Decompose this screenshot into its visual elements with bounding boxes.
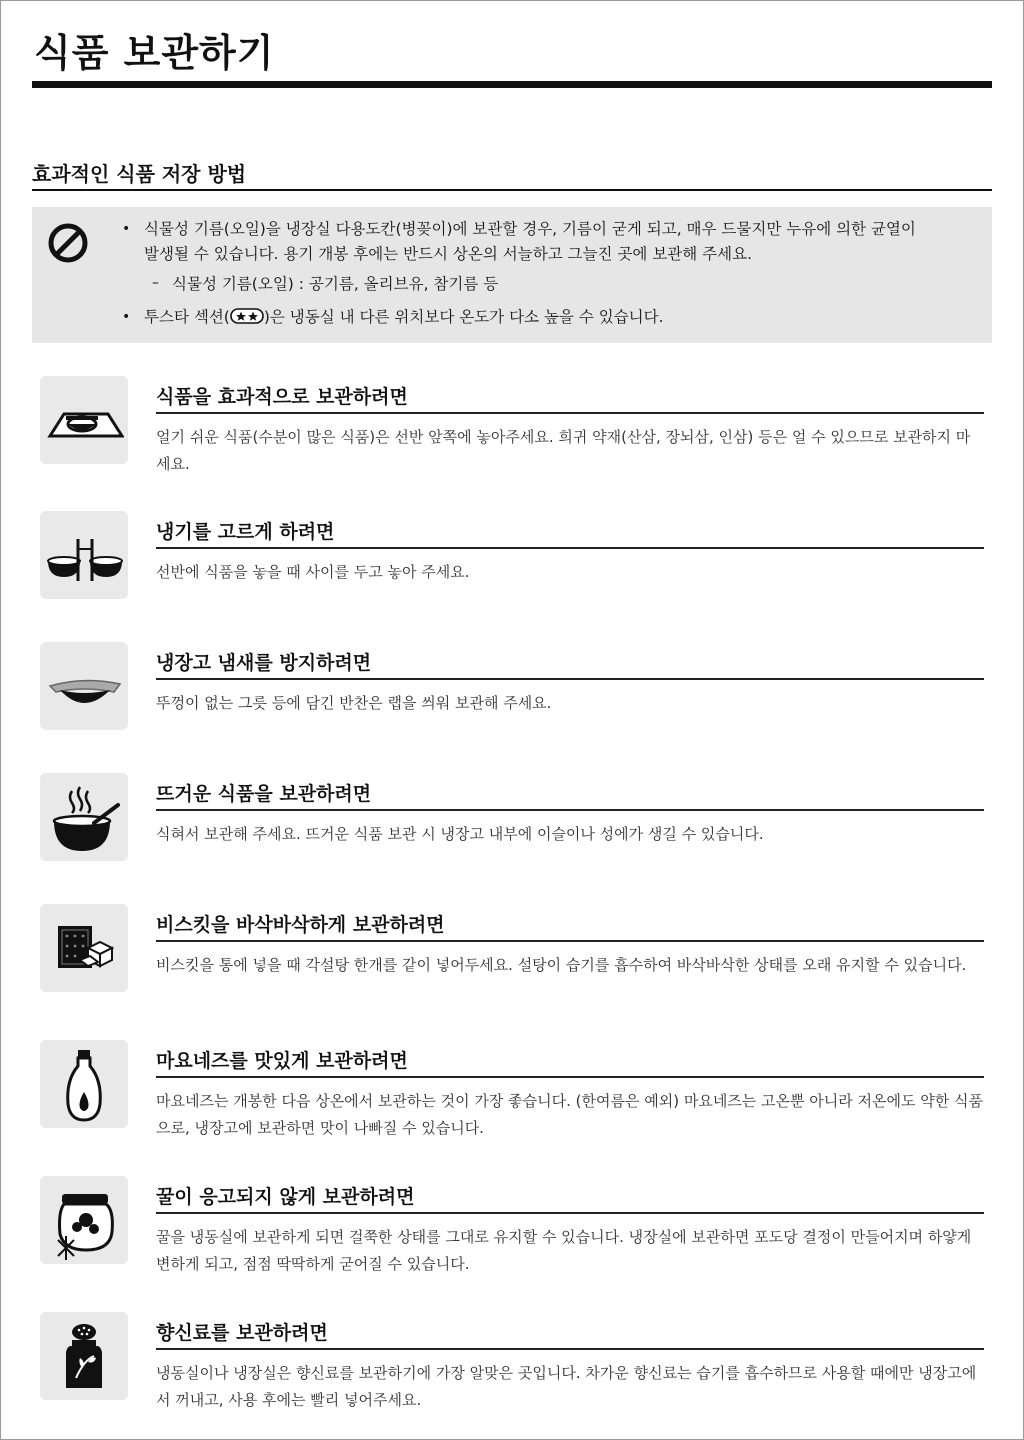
tip-rule (156, 1212, 984, 1214)
warning-line-3 (144, 307, 664, 327)
biscuit-sugar-icon (44, 908, 124, 988)
tip-title: 향신료를 보관하려면 (156, 1322, 328, 1344)
tip-body: 뚜껑이 없는 그릇 등에 담긴 반찬은 랩을 씌워 보관해 주세요. (156, 694, 552, 712)
tip-icon-box (40, 1312, 128, 1400)
tip-item (0, 1312, 1024, 1432)
tip-body: 비스킷을 통에 넣을 때 각설탕 한개를 같이 넣어두세요. 설탕이 습기를 흡수하여 바삭바삭한 상태를 오래 유지할 수 있습니다. (156, 956, 967, 974)
tip-item (0, 1040, 1024, 1160)
tip-rule (156, 412, 984, 414)
tip-icon-box (40, 376, 128, 464)
tip-title: 뜨거운 식품을 보관하려면 (156, 783, 372, 805)
tip-body: 마요네즈는 개봉한 다음 상온에서 보관하는 것이 가장 좋습니다. (한여름은 예외) 마요네즈는 고온뿐 아니라 저온에도 약한 식품으로, 냉장고에 보관하면 맛이 나빠질 수 있습니다. (156, 1092, 983, 1137)
warning-line-3-end: )은 냉동실 내 다른 위치보다 온도가 다소 높을 수 있습니다. (263, 308, 664, 326)
tip-title: 마요네즈를 맛있게 보관하려면 (156, 1050, 408, 1072)
tip-rule (156, 940, 984, 942)
tip-rule (156, 1076, 984, 1078)
tip-title: 냉장고 냄새를 방지하려면 (156, 652, 372, 674)
tip-title: 꿀이 응고되지 않게 보관하려면 (156, 1186, 415, 1208)
page-title: 식품 보관하기 (34, 31, 275, 75)
tip-body: 식혀서 보관해 주세요. 뜨거운 식품 보관 시 냉장고 내부에 이슬이나 성에가 생길 수 있습니다. (156, 825, 764, 843)
tip-rule (156, 678, 984, 680)
bullet-marker: • (122, 221, 131, 237)
tip-item (0, 511, 1024, 631)
warning-line-2: 발생될 수 있습니다. 용기 개봉 후에는 반드시 상온의 서늘하고 그늘진 곳에 보관해 주세요. (144, 245, 753, 263)
tip-rule (156, 1348, 984, 1350)
tip-body: 꿀을 냉동실에 보관하게 되면 걸쭉한 상태를 그대로 유지할 수 있습니다. 냉장실에 보관하면 포도당 결정이 만들어지며 하얗게 변하게 되고, 점점 딱딱하게 굳어질 수 있습니다. (156, 1228, 972, 1273)
tip-rule (156, 547, 984, 549)
bullet-marker: • (122, 309, 131, 325)
warning-box (32, 207, 992, 343)
tip-item (0, 773, 1024, 893)
tip-title: 냉기를 고르게 하려면 (156, 521, 335, 543)
tip-icon-box (40, 904, 128, 992)
shelf-front-food-icon (44, 380, 124, 460)
tip-item (0, 376, 1024, 496)
tip-item (0, 904, 1024, 1024)
tip-icon-box (40, 773, 128, 861)
tip-icon-box (40, 511, 128, 599)
tip-body: 얼기 쉬운 식품(수분이 많은 식품)은 선반 앞쪽에 놓아주세요. 희귀 약재(산삼, 장뇌삼, 인삼) 등은 얼 수 있으므로 보관하지 마세요. (156, 428, 971, 473)
tip-icon-box (40, 1040, 128, 1128)
warning-subitem: 식물성 기름(오일) : 공기름, 올리브유, 참기름 등 (172, 275, 499, 293)
dash-marker: – (152, 275, 159, 291)
honey-jar-icon (44, 1180, 124, 1260)
tip-rule (156, 809, 984, 811)
section-rule (32, 189, 992, 191)
tip-item (0, 642, 1024, 762)
tip-item (0, 1176, 1024, 1296)
tip-title: 비스킷을 바삭바삭하게 보관하려면 (156, 914, 445, 936)
prohibition-icon (46, 221, 90, 265)
mayonnaise-bottle-icon (44, 1044, 124, 1124)
section-heading: 효과적인 식품 저장 방법 (32, 162, 247, 186)
hot-food-bowl-icon (44, 777, 124, 857)
warning-line-1: 식물성 기름(오일)을 냉장실 다용도칸(병꽂이)에 보관할 경우, 기름이 굳게 되고, 매우 드물지만 누유에 의한 균열이 (144, 220, 916, 238)
tip-icon-box (40, 1176, 128, 1264)
tip-body: 냉동실이나 냉장실은 향신료를 보관하기에 가장 알맞은 곳입니다. 차가운 향신료는 습기를 흡수하므로 사용할 때에만 냉장고에서 꺼내고, 사용 후에는 빨리 넣어주세요. (156, 1364, 977, 1409)
tip-icon-box (40, 642, 128, 730)
title-rule (32, 81, 992, 88)
wrapped-dish-icon (44, 646, 124, 726)
warning-line-3-start: 투스타 섹션( (144, 308, 230, 326)
spice-jar-icon (44, 1316, 124, 1396)
tip-body: 선반에 식품을 놓을 때 사이를 두고 놓아 주세요. (156, 563, 470, 581)
tip-title: 식품을 효과적으로 보관하려면 (156, 386, 408, 408)
two-star-icon (230, 308, 264, 324)
spaced-bowls-icon (44, 515, 124, 595)
